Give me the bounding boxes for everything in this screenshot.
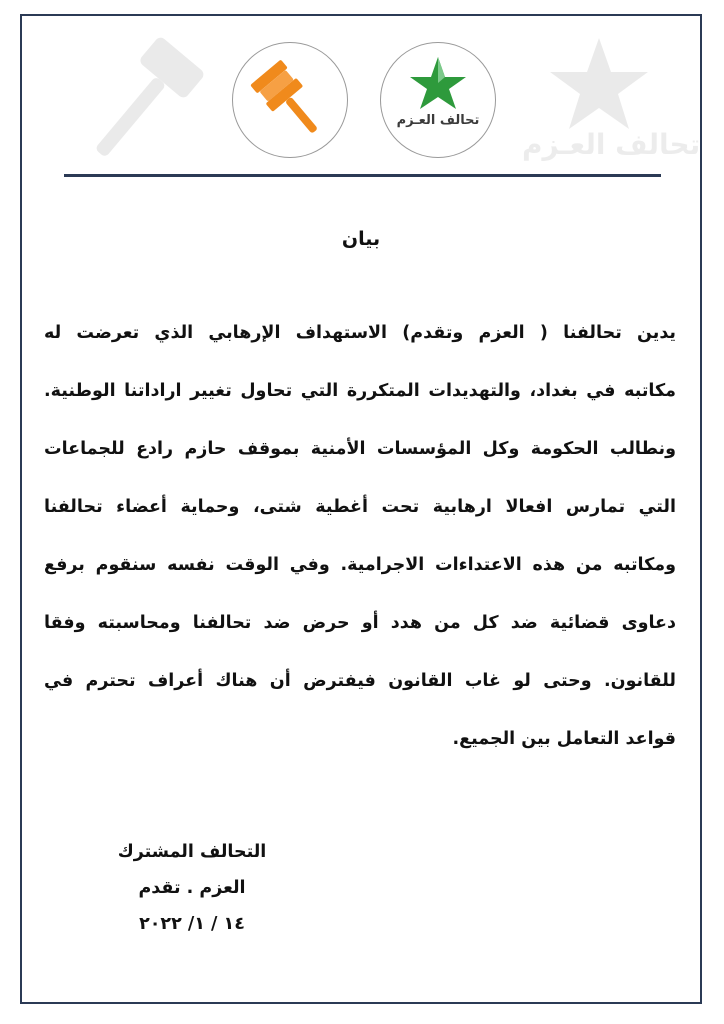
signature-parties: العزم . تقدم: [138, 878, 246, 898]
azm-coalition-logo: [380, 42, 496, 158]
watermark-text: تحالف العـزم: [522, 128, 701, 161]
gavel-icon: [233, 43, 347, 157]
azm-logo-text: تحالف العـزم: [396, 113, 480, 128]
green-star-icon: [381, 43, 495, 123]
statement-title: بيان: [341, 228, 381, 250]
statement-line: يدين تحالفنا ( العزم وتقدم) الاستهداف الإرهابي الذي تعرضت له: [44, 323, 676, 343]
signature-coalition: التحالف المشترك: [117, 842, 267, 862]
header-divider: [64, 174, 661, 177]
statement-line: التي تمارس افعالا ارهابية تحت أغطية شتى، وحماية أعضاء تحالفنا: [44, 497, 676, 517]
statement-line: دعاوى قضائية ضد كل من هدد أو حرض ضد تحالفنا ومحاسبته وفقا: [44, 613, 676, 633]
statement-page: [20, 14, 702, 1004]
statement-line: مكاتبه في بغداد، والتهديدات المتكررة التي تحاول تغيير اراداتنا الوطنية.: [44, 381, 676, 401]
gavel-watermark-icon: [58, 32, 228, 172]
statement-line: ونطالب الحكومة وكل المؤسسات الأمنية بموقف حازم رادع للجماعات: [44, 439, 676, 459]
statement-line: للقانون. وحتى لو غاب القانون فيفترض أن هناك أعراف تحترم في: [44, 671, 676, 691]
statement-line: قواعد التعامل بين الجميع.: [452, 729, 676, 749]
signature-block: [82, 834, 302, 942]
statement-line: ومكاتبه من هذه الاعتداءات الاجرامية. وفي الوقت نفسه سنقوم برفع: [44, 555, 676, 575]
signature-date: ١٤ / ١/ ٢٠٢٢: [139, 914, 245, 934]
gavel-logo: [232, 42, 348, 158]
star-watermark-icon: [544, 34, 654, 134]
statement-body: [44, 304, 676, 768]
